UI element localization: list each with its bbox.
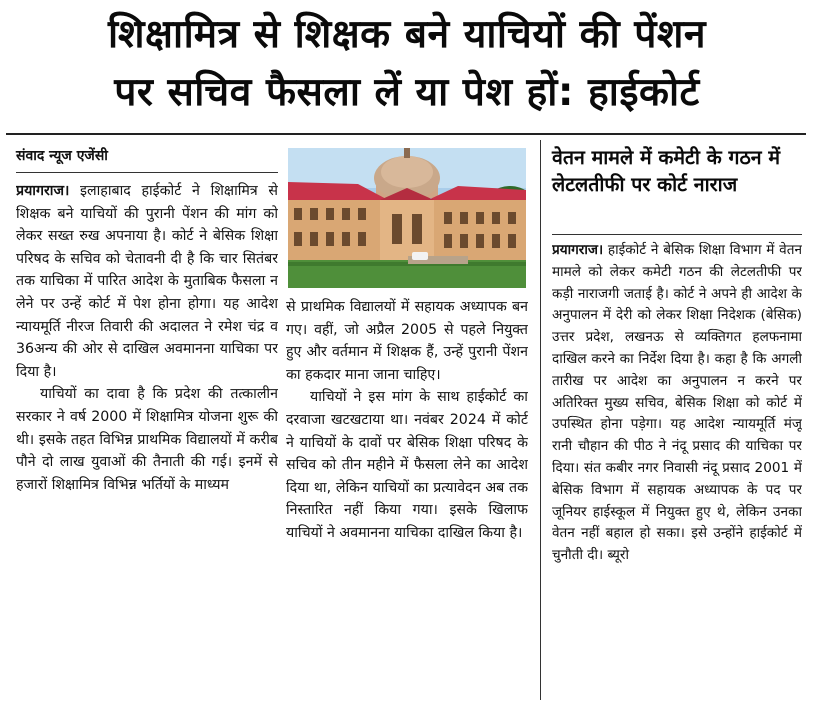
main-story-paragraph-4: याचियों ने इस मांग के साथ हाईकोर्ट का दरवाजा खटखटाया था। नवंबर 2024 में कोर्ट ने याचियों के दावों पर बेसिक शिक्षा परिषद के सचिव को तीन महीने में फैसला लेने का आदेश दिया था, लेकिन याचियों का प्रत्यावेदन अब तक निस्तारित नहीं किया गया। इसके खिलाफ याचियों ने अवमानना याचिका दाखिल किया है। <box>286 389 528 541</box>
side-story-headline: वेतन मामले में कमेटी के गठन में लेटलतीफी पर कोर्ट नाराज <box>552 146 781 196</box>
headline-divider <box>6 133 806 135</box>
main-story-paragraph-2: याचियों का दावा है कि प्रदेश की तत्कालीन सरकार ने वर्ष 2000 में शिक्षामित्र योजना शुरू की थी। इसके तहत विभिन्न प्राथमिक विद्यालयों में करीब पौने दो लाख युवाओं की तैनाती की गई। इनमें से हजारों शिक्षामित्र विभिन्न भर्तियों के माध्यम <box>16 386 278 493</box>
building-illustration <box>288 148 526 288</box>
side-dateline: प्रयागराज। <box>552 242 604 258</box>
side-headline-divider <box>552 234 802 235</box>
side-story-column <box>552 240 802 700</box>
main-story-paragraph-3: से प्राथमिक विद्यालयों में सहायक अध्यापक बन गए। वहीं, जो अप्रैल 2005 से पहले नियुक्त हुए और वर्तमान में शिक्षक हैं, उन्हें पुरानी पेंशन का हकदार माना जाना चाहिए। <box>286 299 528 383</box>
high-court-building-photo <box>288 148 526 288</box>
dateline: प्रयागराज। <box>16 183 70 199</box>
headline-line-1: शिक्षामित्र से शिक्षक बने याचियों की पेंशन <box>107 12 707 57</box>
main-story-column-2 <box>286 296 528 700</box>
main-story-column-1 <box>16 180 278 700</box>
byline-divider <box>16 172 278 173</box>
main-story-paragraph-1: प्रयागराज। इलाहाबाद हाईकोर्ट ने शिक्षामित्र से शिक्षक बने याचियों की पुरानी पेंशन की मांग को लेकर सख्त रुख अपनाया है। कोर्ट ने बेसिक शिक्षा परिषद के सचिव को चेतावनी दी है कि चार सितंबर तक याचिका में पारित आदेश के मुताबिक फैसला न लेने पर उन्हें कोर्ट में पेश होना होगा। यह आदेश न्यायमूर्ति नीरज तिवारी की अदालत ने रमेश चंद्र व 36अन्य की ओर से दाखिल अवमानना याचिका पर दिया है। <box>16 183 278 380</box>
side-story-paragraph: प्रयागराज। हाईकोर्ट ने बेसिक शिक्षा विभाग में वेतन मामले को लेकर कमेटी गठन की लेटलतीफी पर कड़ी नाराजगी जताई है। कोर्ट ने अपने ही आदेश के अनुपालन में देरी को लेकर शिक्षा निदेशक (बेसिक) उत्तर प्रदेश, लखनऊ से व्यक्तिगत हलफनामा दाखिल करने का निर्देश दिया है। कहा है कि अगली तारीख पर आदेश का अनुपालन न करने पर अतिरिक्त मुख्य सचिव, बेसिक शिक्षा को कोर्ट में उपस्थित होना पड़ेगा। यह आदेश न्यायमूर्ति मंजू रानी चौहान की पीठ ने नंदू प्रसाद की याचिका पर दिया। संत कबीर नगर निवासी नंदू प्रसाद 2001 में बेसिक विभाग में सहायक अध्यापक के पद पर जूनियर हाईस्कूल में नियुक्त हुए थे, लेकिन उनका वेतन नहीं बहाल हो सका। इसे उन्होंने हाईकोर्ट में चुनौती दी। ब्यूरो <box>552 242 802 564</box>
main-headline <box>0 6 814 122</box>
headline-line-2: पर सचिव फैसला लें या पेश हों: हाईकोर्ट <box>114 70 700 115</box>
column-divider <box>540 140 541 700</box>
byline: संवाद न्यूज एजेंसी <box>16 148 108 164</box>
